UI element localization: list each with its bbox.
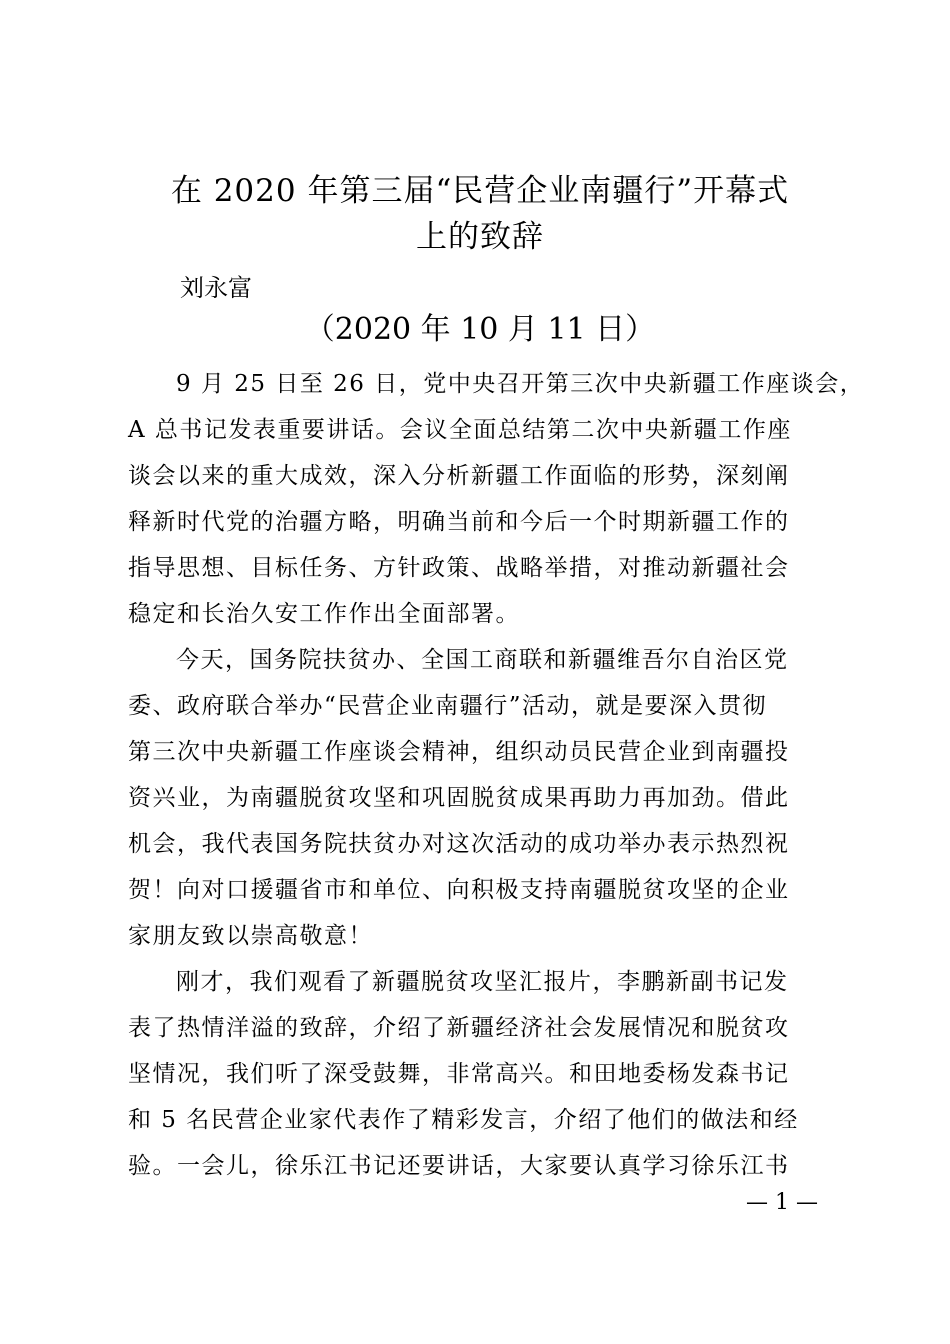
paragraph-2 (128, 637, 828, 959)
paragraph-line: 贺！向对口援疆省市和单位、向积极支持南疆脱贫攻坚的企业 (128, 877, 790, 903)
author-name: 刘永富 (180, 274, 252, 302)
paragraph-line: 第三次中央新疆工作座谈会精神，组织动员民营企业到南疆投 (128, 739, 790, 765)
paragraph-line: 和 5 名民营企业家代表作了精彩发言，介绍了他们的做法和经 (128, 1107, 799, 1133)
paragraph-3 (128, 959, 828, 1189)
paragraph-line: 今天，国务院扶贫办、全国工商联和新疆维吾尔自治区党 (176, 647, 789, 673)
paragraph-line: 指导思想、目标任务、方针政策、战略举措，对推动新疆社会 (128, 555, 790, 581)
paragraph-line: 机会，我代表国务院扶贫办对这次活动的成功举办表示热烈祝 (128, 831, 790, 857)
page-number: — 1 — (746, 1190, 818, 1215)
paragraph-line: 9 月 25 日至 26 日，党中央召开第三次中央新疆工作座谈会， (176, 371, 865, 397)
paragraph-line: 资兴业，为南疆脱贫攻坚和巩固脱贫成果再助力再加劲。借此 (128, 785, 790, 811)
paragraph-line: 刚才，我们观看了新疆脱贫攻坚汇报片，李鹏新副书记发 (176, 969, 789, 995)
body-text (128, 361, 865, 1189)
paragraph-line: 家朋友致以崇高敬意！ (128, 923, 373, 949)
title-line-2: 上的致辞 (416, 219, 544, 255)
document-title (120, 168, 840, 260)
paragraph-line: A 总书记发表重要讲话。会议全面总结第二次中央新疆工作座 (128, 417, 792, 443)
paragraph-line: 稳定和长治久安工作作出全面部署。 (128, 601, 520, 627)
paragraph-line: 表了热情洋溢的致辞，介绍了新疆经济社会发展情况和脱贫攻 (128, 1015, 790, 1041)
paragraph-line: 委、政府联合举办“民营企业南疆行”活动，就是要深入贯彻 (128, 693, 768, 719)
speech-date: （2020 年 10 月 11 日） (304, 312, 656, 347)
paragraph-line: 验。一会儿，徐乐江书记还要讲话，大家要认真学习徐乐江书 (128, 1153, 790, 1179)
paragraph-1 (128, 361, 865, 637)
paragraph-line: 释新时代党的治疆方略，明确当前和今后一个时期新疆工作的 (128, 509, 790, 535)
title-line-1: 在 2020 年第三届“民营企业南疆行”开幕式 (170, 173, 790, 209)
paragraph-line: 谈会以来的重大成效，深入分析新疆工作面临的形势，深刻阐 (128, 463, 790, 489)
paragraph-line: 坚情况，我们听了深受鼓舞，非常高兴。和田地委杨发森书记 (128, 1061, 790, 1087)
